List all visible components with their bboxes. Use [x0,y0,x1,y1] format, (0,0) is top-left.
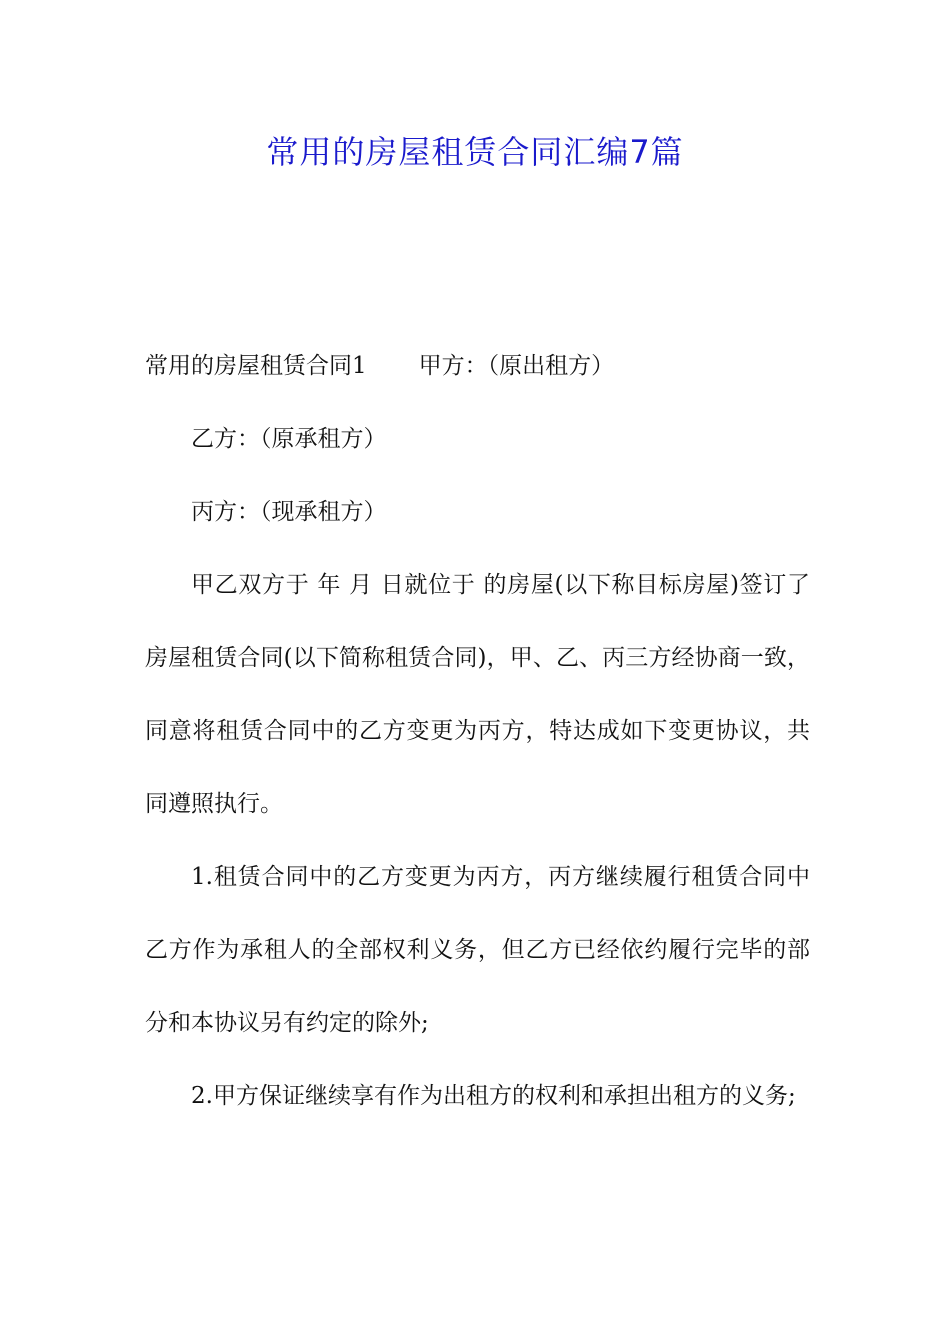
document-title: 常用的房屋租赁合同汇编7篇 [266,133,684,171]
party-c-line: 丙方：（现承租方） [191,499,387,525]
clause-2: 2.甲方保证继续享有作为出租方的权利和承担出租方的义务; [191,1083,796,1109]
party-a-line: 甲方：（原出租方） [418,353,615,379]
clause-1: 1.租赁合同中的乙方变更为丙方，丙方继续履行租赁合同中乙方作为承租人的全部权利义务，但乙方已经依约履行完毕的部分和本协议另有约定的除外; [145,864,810,1036]
party-b-line: 乙方：（原承租方） [191,426,387,452]
document-body [145,330,810,1133]
intro-paragraph: 甲乙双方于 年 月 日就位于 的房屋(以下称目标房屋)签订了房屋租赁合同(以下简称租赁合同)，甲、乙、丙三方经协商一致，同意将租赁合同中的乙方变更为丙方，特达成如下变更协议，共同遵照执行。 [145,572,810,817]
heading-line [145,330,810,403]
contract-label: 常用的房屋租赁合同1 [145,353,367,379]
